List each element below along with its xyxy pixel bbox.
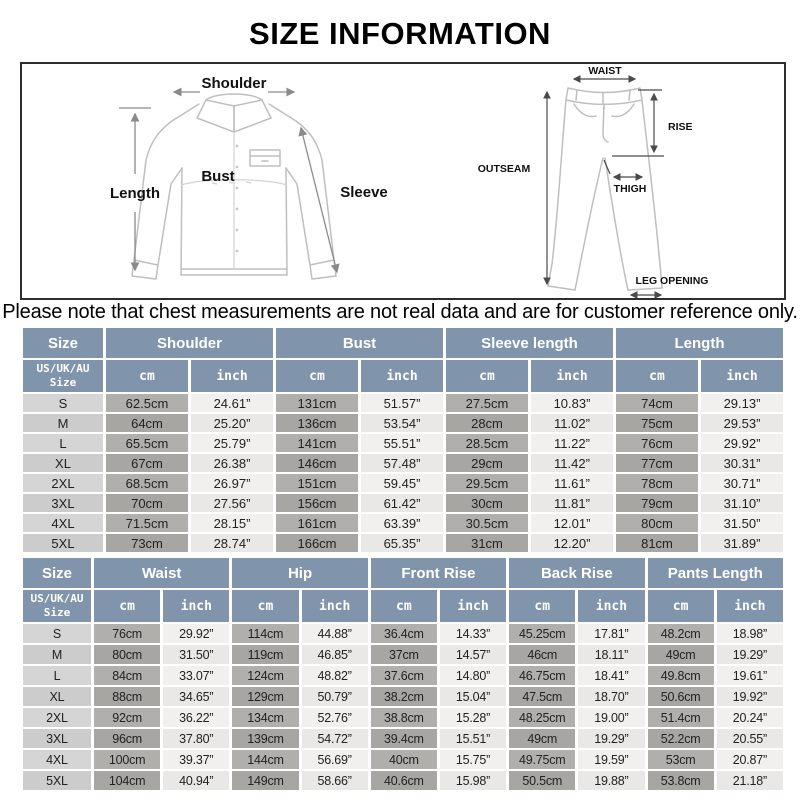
inch-value-cell: 14.57” bbox=[440, 645, 506, 664]
table-row bbox=[23, 666, 783, 685]
inch-value-cell: 19.29” bbox=[717, 645, 783, 664]
outseam-label: OUTSEAM bbox=[477, 163, 531, 175]
cm-value-cell: 38.8cm bbox=[371, 708, 437, 727]
table-row bbox=[23, 624, 783, 643]
table-row bbox=[23, 750, 783, 769]
measurement-note: Please note that chest measurements are not real data and are for customer reference only. bbox=[2, 301, 798, 323]
shoulder-label: Shoulder bbox=[201, 75, 267, 92]
size-cell: XL bbox=[23, 454, 103, 472]
size-cell: 4XL bbox=[23, 514, 103, 532]
unit-header: cm bbox=[276, 360, 358, 392]
unit-header: cm bbox=[106, 360, 188, 392]
cm-value-cell: 161cm bbox=[276, 514, 358, 532]
inch-value-cell: 15.04” bbox=[440, 687, 506, 706]
cm-value-cell: 28cm bbox=[446, 414, 528, 432]
unit-header: cm bbox=[648, 590, 714, 622]
cm-value-cell: 151cm bbox=[276, 474, 358, 492]
table-header-row bbox=[23, 328, 783, 358]
cm-value-cell: 139cm bbox=[232, 729, 298, 748]
measure-group-header: Front Rise bbox=[371, 558, 506, 588]
inch-value-cell: 31.89” bbox=[701, 534, 783, 552]
measure-group-header: Waist bbox=[94, 558, 229, 588]
inch-value-cell: 55.51” bbox=[361, 434, 443, 452]
inch-value-cell: 29.92” bbox=[163, 624, 229, 643]
cm-value-cell: 48.25cm bbox=[509, 708, 575, 727]
inch-value-cell: 26.97” bbox=[191, 474, 273, 492]
size-cell: M bbox=[23, 645, 91, 664]
inch-value-cell: 15.98” bbox=[440, 771, 506, 790]
table-row bbox=[23, 645, 783, 664]
inch-value-cell: 12.01” bbox=[531, 514, 613, 532]
cm-value-cell: 52.2cm bbox=[648, 729, 714, 748]
size-cell: XL bbox=[23, 687, 91, 706]
unit-header: inch bbox=[191, 360, 273, 392]
inch-value-cell: 65.35” bbox=[361, 534, 443, 552]
cm-value-cell: 79cm bbox=[616, 494, 698, 512]
size-cell: S bbox=[23, 394, 103, 412]
inch-value-cell: 11.81” bbox=[531, 494, 613, 512]
pants-size-table bbox=[20, 556, 786, 792]
inch-value-cell: 25.79” bbox=[191, 434, 273, 452]
inch-value-cell: 59.45” bbox=[361, 474, 443, 492]
sleeve-label: Sleeve bbox=[340, 184, 388, 201]
cm-value-cell: 136cm bbox=[276, 414, 358, 432]
table-row bbox=[23, 514, 783, 532]
measure-group-header: Shoulder bbox=[106, 328, 273, 358]
tops-table-header bbox=[23, 328, 783, 392]
unit-header: inch bbox=[163, 590, 229, 622]
inch-value-cell: 52.76” bbox=[302, 708, 368, 727]
inch-value-cell: 11.42” bbox=[531, 454, 613, 472]
table-header-row bbox=[23, 558, 783, 588]
inch-value-cell: 31.10” bbox=[701, 494, 783, 512]
unit-header: inch bbox=[440, 590, 506, 622]
size-cell: 2XL bbox=[23, 474, 103, 492]
pants-table-header bbox=[23, 558, 783, 622]
cm-value-cell: 71.5cm bbox=[106, 514, 188, 532]
measure-group-header: Length bbox=[616, 328, 783, 358]
cm-value-cell: 124cm bbox=[232, 666, 298, 685]
table-row bbox=[23, 494, 783, 512]
cm-value-cell: 51.4cm bbox=[648, 708, 714, 727]
cm-value-cell: 45.25cm bbox=[509, 624, 575, 643]
unit-header: cm bbox=[446, 360, 528, 392]
unit-header: cm bbox=[616, 360, 698, 392]
inch-value-cell: 33.07” bbox=[163, 666, 229, 685]
measure-group-header: Pants Length bbox=[648, 558, 784, 588]
size-column-header: Size bbox=[23, 558, 91, 588]
cm-value-cell: 80cm bbox=[94, 645, 160, 664]
cm-value-cell: 73cm bbox=[106, 534, 188, 552]
cm-value-cell: 49.8cm bbox=[648, 666, 714, 685]
inch-value-cell: 15.51” bbox=[440, 729, 506, 748]
cm-value-cell: 47.5cm bbox=[509, 687, 575, 706]
inch-value-cell: 56.69” bbox=[302, 750, 368, 769]
unit-header: inch bbox=[361, 360, 443, 392]
inch-value-cell: 29.53” bbox=[701, 414, 783, 432]
table-row bbox=[23, 454, 783, 472]
thigh-label: THIGH bbox=[613, 183, 647, 195]
inch-value-cell: 20.87” bbox=[717, 750, 783, 769]
size-cell: 5XL bbox=[23, 771, 91, 790]
cm-value-cell: 77cm bbox=[616, 454, 698, 472]
cm-value-cell: 92cm bbox=[94, 708, 160, 727]
cm-value-cell: 53cm bbox=[648, 750, 714, 769]
cm-value-cell: 81cm bbox=[616, 534, 698, 552]
rise-label: RISE bbox=[668, 121, 693, 133]
measure-group-header: Hip bbox=[232, 558, 367, 588]
table-row bbox=[23, 534, 783, 552]
cm-value-cell: 149cm bbox=[232, 771, 298, 790]
inch-value-cell: 21.18” bbox=[717, 771, 783, 790]
cm-value-cell: 75cm bbox=[616, 414, 698, 432]
cm-value-cell: 46.75cm bbox=[509, 666, 575, 685]
inch-value-cell: 12.20” bbox=[531, 534, 613, 552]
unit-header: inch bbox=[578, 590, 644, 622]
size-column-header: Size bbox=[23, 328, 103, 358]
cm-value-cell: 104cm bbox=[94, 771, 160, 790]
cm-value-cell: 134cm bbox=[232, 708, 298, 727]
inch-value-cell: 27.56” bbox=[191, 494, 273, 512]
table-unit-row bbox=[23, 360, 783, 392]
inch-value-cell: 36.22” bbox=[163, 708, 229, 727]
cm-value-cell: 53.8cm bbox=[648, 771, 714, 790]
inch-value-cell: 31.50” bbox=[163, 645, 229, 664]
cm-value-cell: 29.5cm bbox=[446, 474, 528, 492]
inch-value-cell: 39.37” bbox=[163, 750, 229, 769]
inch-value-cell: 18.70” bbox=[578, 687, 644, 706]
inch-value-cell: 58.66” bbox=[302, 771, 368, 790]
cm-value-cell: 27.5cm bbox=[446, 394, 528, 412]
inch-value-cell: 46.85” bbox=[302, 645, 368, 664]
unit-header: inch bbox=[531, 360, 613, 392]
inch-value-cell: 19.00” bbox=[578, 708, 644, 727]
inch-value-cell: 26.38” bbox=[191, 454, 273, 472]
cm-value-cell: 76cm bbox=[616, 434, 698, 452]
inch-value-cell: 53.54” bbox=[361, 414, 443, 432]
unit-header: inch bbox=[717, 590, 783, 622]
cm-value-cell: 166cm bbox=[276, 534, 358, 552]
table-row bbox=[23, 687, 783, 706]
length-label: Length bbox=[110, 185, 160, 202]
inch-value-cell: 48.82” bbox=[302, 666, 368, 685]
inch-value-cell: 14.80” bbox=[440, 666, 506, 685]
table-row bbox=[23, 474, 783, 492]
inch-value-cell: 14.33” bbox=[440, 624, 506, 643]
page-title: SIZE INFORMATION bbox=[249, 16, 551, 51]
cm-value-cell: 48.2cm bbox=[648, 624, 714, 643]
unit-header: cm bbox=[371, 590, 437, 622]
inch-value-cell: 57.48” bbox=[361, 454, 443, 472]
cm-value-cell: 70cm bbox=[106, 494, 188, 512]
cm-value-cell: 131cm bbox=[276, 394, 358, 412]
size-cell: 4XL bbox=[23, 750, 91, 769]
size-subheader: US/UK/AU Size bbox=[23, 360, 103, 392]
cm-value-cell: 28.5cm bbox=[446, 434, 528, 452]
table-row bbox=[23, 434, 783, 452]
size-cell: 3XL bbox=[23, 494, 103, 512]
inch-value-cell: 17.81” bbox=[578, 624, 644, 643]
inch-value-cell: 20.55” bbox=[717, 729, 783, 748]
cm-value-cell: 40cm bbox=[371, 750, 437, 769]
cm-value-cell: 46cm bbox=[509, 645, 575, 664]
cm-value-cell: 156cm bbox=[276, 494, 358, 512]
inch-value-cell: 19.88” bbox=[578, 771, 644, 790]
cm-value-cell: 62.5cm bbox=[106, 394, 188, 412]
inch-value-cell: 51.57” bbox=[361, 394, 443, 412]
table-row bbox=[23, 394, 783, 412]
size-subheader: US/UK/AU Size bbox=[23, 590, 91, 622]
inch-value-cell: 19.29” bbox=[578, 729, 644, 748]
size-cell: 3XL bbox=[23, 729, 91, 748]
size-cell: M bbox=[23, 414, 103, 432]
inch-value-cell: 44.88” bbox=[302, 624, 368, 643]
cm-value-cell: 88cm bbox=[94, 687, 160, 706]
size-cell: 2XL bbox=[23, 708, 91, 727]
measure-group-header: Sleeve length bbox=[446, 328, 613, 358]
inch-value-cell: 30.71” bbox=[701, 474, 783, 492]
inch-value-cell: 10.83” bbox=[531, 394, 613, 412]
inch-value-cell: 63.39” bbox=[361, 514, 443, 532]
inch-value-cell: 29.92” bbox=[701, 434, 783, 452]
inch-value-cell: 19.92” bbox=[717, 687, 783, 706]
waist-label: WAIST bbox=[588, 65, 622, 77]
cm-value-cell: 96cm bbox=[94, 729, 160, 748]
cm-value-cell: 40.6cm bbox=[371, 771, 437, 790]
cm-value-cell: 80cm bbox=[616, 514, 698, 532]
cm-value-cell: 49.75cm bbox=[509, 750, 575, 769]
cm-value-cell: 68.5cm bbox=[106, 474, 188, 492]
measure-group-header: Bust bbox=[276, 328, 443, 358]
leg-opening-label: LEG OPENING bbox=[635, 275, 709, 287]
inch-value-cell: 15.28” bbox=[440, 708, 506, 727]
cm-value-cell: 49cm bbox=[648, 645, 714, 664]
table-row bbox=[23, 708, 783, 727]
unit-header: inch bbox=[701, 360, 783, 392]
inch-value-cell: 11.61” bbox=[531, 474, 613, 492]
inch-value-cell: 19.61” bbox=[717, 666, 783, 685]
shirt-diagram bbox=[24, 64, 454, 298]
cm-value-cell: 129cm bbox=[232, 687, 298, 706]
inch-value-cell: 37.80” bbox=[163, 729, 229, 748]
table-row bbox=[23, 414, 783, 432]
cm-value-cell: 39.4cm bbox=[371, 729, 437, 748]
inch-value-cell: 24.61” bbox=[191, 394, 273, 412]
measure-group-header: Back Rise bbox=[509, 558, 644, 588]
cm-value-cell: 114cm bbox=[232, 624, 298, 643]
inch-value-cell: 29.13” bbox=[701, 394, 783, 412]
size-cell: S bbox=[23, 624, 91, 643]
bust-label: Bust bbox=[201, 168, 235, 185]
unit-header: inch bbox=[302, 590, 368, 622]
inch-value-cell: 31.50” bbox=[701, 514, 783, 532]
cm-value-cell: 67cm bbox=[106, 454, 188, 472]
cm-value-cell: 65.5cm bbox=[106, 434, 188, 452]
inch-value-cell: 34.65” bbox=[163, 687, 229, 706]
inch-value-cell: 28.74” bbox=[191, 534, 273, 552]
table-row bbox=[23, 771, 783, 790]
tops-table-body bbox=[23, 394, 783, 552]
cm-value-cell: 50.5cm bbox=[509, 771, 575, 790]
shirt-details bbox=[181, 132, 287, 269]
table-unit-row bbox=[23, 590, 783, 622]
cm-value-cell: 84cm bbox=[94, 666, 160, 685]
inch-value-cell: 25.20” bbox=[191, 414, 273, 432]
inch-value-cell: 11.22” bbox=[531, 434, 613, 452]
cm-value-cell: 37.6cm bbox=[371, 666, 437, 685]
cm-value-cell: 38.2cm bbox=[371, 687, 437, 706]
inch-value-cell: 54.72” bbox=[302, 729, 368, 748]
unit-header: cm bbox=[509, 590, 575, 622]
cm-value-cell: 30.5cm bbox=[446, 514, 528, 532]
pants-diagram bbox=[462, 64, 782, 298]
cm-value-cell: 76cm bbox=[94, 624, 160, 643]
cm-value-cell: 64cm bbox=[106, 414, 188, 432]
inch-value-cell: 40.94” bbox=[163, 771, 229, 790]
inch-value-cell: 20.24” bbox=[717, 708, 783, 727]
measurement-diagram-box bbox=[20, 62, 786, 300]
inch-value-cell: 11.02” bbox=[531, 414, 613, 432]
cm-value-cell: 100cm bbox=[94, 750, 160, 769]
inch-value-cell: 18.11” bbox=[578, 645, 644, 664]
inch-value-cell: 19.59” bbox=[578, 750, 644, 769]
unit-header: cm bbox=[232, 590, 298, 622]
size-cell: L bbox=[23, 666, 91, 685]
table-row bbox=[23, 729, 783, 748]
size-cell: 5XL bbox=[23, 534, 103, 552]
cm-value-cell: 119cm bbox=[232, 645, 298, 664]
cm-value-cell: 30cm bbox=[446, 494, 528, 512]
inch-value-cell: 15.75” bbox=[440, 750, 506, 769]
tops-size-table bbox=[20, 326, 786, 554]
inch-value-cell: 50.79” bbox=[302, 687, 368, 706]
cm-value-cell: 31cm bbox=[446, 534, 528, 552]
cm-value-cell: 74cm bbox=[616, 394, 698, 412]
inch-value-cell: 28.15” bbox=[191, 514, 273, 532]
cm-value-cell: 37cm bbox=[371, 645, 437, 664]
inch-value-cell: 61.42” bbox=[361, 494, 443, 512]
inch-value-cell: 30.31” bbox=[701, 454, 783, 472]
pants-table-body bbox=[23, 624, 783, 790]
unit-header: cm bbox=[94, 590, 160, 622]
cm-value-cell: 78cm bbox=[616, 474, 698, 492]
cm-value-cell: 49cm bbox=[509, 729, 575, 748]
cm-value-cell: 141cm bbox=[276, 434, 358, 452]
cm-value-cell: 50.6cm bbox=[648, 687, 714, 706]
cm-value-cell: 36.4cm bbox=[371, 624, 437, 643]
inch-value-cell: 18.41” bbox=[578, 666, 644, 685]
cm-value-cell: 29cm bbox=[446, 454, 528, 472]
inch-value-cell: 18.98” bbox=[717, 624, 783, 643]
cm-value-cell: 144cm bbox=[232, 750, 298, 769]
cm-value-cell: 146cm bbox=[276, 454, 358, 472]
size-cell: L bbox=[23, 434, 103, 452]
